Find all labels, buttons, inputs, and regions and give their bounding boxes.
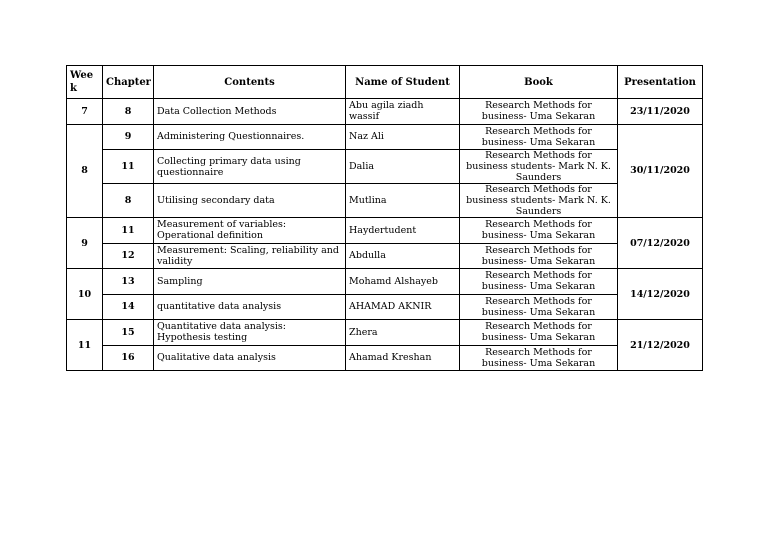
book-cell: Research Methods for business- Uma Sekaran <box>460 294 618 320</box>
book-cell: Research Methods for business- Uma Sekaran <box>460 124 618 150</box>
chapter-cell: 8 <box>103 99 154 125</box>
student-cell: Mohamd Alshayeb <box>346 269 460 295</box>
student-cell: Abdulla <box>346 243 460 269</box>
chapter-cell: 11 <box>103 218 154 244</box>
header-book: Book <box>460 66 618 99</box>
table-row <box>67 269 703 295</box>
schedule-table <box>66 65 703 371</box>
student-cell: Dalia <box>346 150 460 184</box>
week-cell: 8 <box>67 124 103 218</box>
presentation-cell: 21/12/2020 <box>618 320 703 371</box>
table-row <box>67 294 703 320</box>
chapter-cell: 14 <box>103 294 154 320</box>
student-cell: AHAMAD AKNIR <box>346 294 460 320</box>
header-contents: Contents <box>154 66 346 99</box>
chapter-cell: 11 <box>103 150 154 184</box>
book-cell: Research Methods for business- Uma Sekaran <box>460 99 618 125</box>
student-cell: Abu agila ziadh wassif <box>346 99 460 125</box>
contents-cell: Administering Questionnaires. <box>154 124 346 150</box>
table-row <box>67 184 703 218</box>
contents-cell: Utilising secondary data <box>154 184 346 218</box>
presentation-cell: 07/12/2020 <box>618 218 703 269</box>
schedule-body <box>67 99 703 371</box>
book-cell: Research Methods for business- Uma Sekaran <box>460 269 618 295</box>
student-cell: Zhera <box>346 320 460 346</box>
table-row <box>67 345 703 371</box>
contents-cell: Quantitative data analysis: Hypothesis testing <box>154 320 346 346</box>
week-cell: 7 <box>67 99 103 125</box>
chapter-cell: 15 <box>103 320 154 346</box>
table-row <box>67 320 703 346</box>
contents-cell: quantitative data analysis <box>154 294 346 320</box>
chapter-cell: 9 <box>103 124 154 150</box>
student-cell: Mutlina <box>346 184 460 218</box>
book-cell: Research Methods for business- Uma Sekaran <box>460 345 618 371</box>
header-chapter: Chapter <box>103 66 154 99</box>
table-row <box>67 99 703 125</box>
student-cell: Haydertudent <box>346 218 460 244</box>
header-presentation: Presentation <box>618 66 703 99</box>
contents-cell: Collecting primary data using questionnaire <box>154 150 346 184</box>
chapter-cell: 8 <box>103 184 154 218</box>
student-cell: Naz Ali <box>346 124 460 150</box>
book-cell: Research Methods for business- Uma Sekaran <box>460 243 618 269</box>
week-cell: 9 <box>67 218 103 269</box>
presentation-cell: 30/11/2020 <box>618 124 703 218</box>
contents-cell: Data Collection Methods <box>154 99 346 125</box>
contents-cell: Measurement: Scaling, reliability and validity <box>154 243 346 269</box>
contents-cell: Sampling <box>154 269 346 295</box>
table-row <box>67 150 703 184</box>
book-cell: Research Methods for business- Uma Sekaran <box>460 320 618 346</box>
table-row <box>67 124 703 150</box>
presentation-cell: 14/12/2020 <box>618 269 703 320</box>
chapter-cell: 12 <box>103 243 154 269</box>
chapter-cell: 16 <box>103 345 154 371</box>
presentation-cell: 23/11/2020 <box>618 99 703 125</box>
table-row <box>67 243 703 269</box>
contents-cell: Qualitative data analysis <box>154 345 346 371</box>
student-cell: Ahamad Kreshan <box>346 345 460 371</box>
table-row <box>67 218 703 244</box>
header-week: Wee k <box>67 66 103 99</box>
header-student: Name of Student <box>346 66 460 99</box>
week-cell: 10 <box>67 269 103 320</box>
chapter-cell: 13 <box>103 269 154 295</box>
book-cell: Research Methods for business students- Mark N. K. Saunders <box>460 184 618 218</box>
book-cell: Research Methods for business students- Mark N. K. Saunders <box>460 150 618 184</box>
week-cell: 11 <box>67 320 103 371</box>
book-cell: Research Methods for business- Uma Sekaran <box>460 218 618 244</box>
header-row <box>67 66 703 99</box>
contents-cell: Measurement of variables: Operational definition <box>154 218 346 244</box>
